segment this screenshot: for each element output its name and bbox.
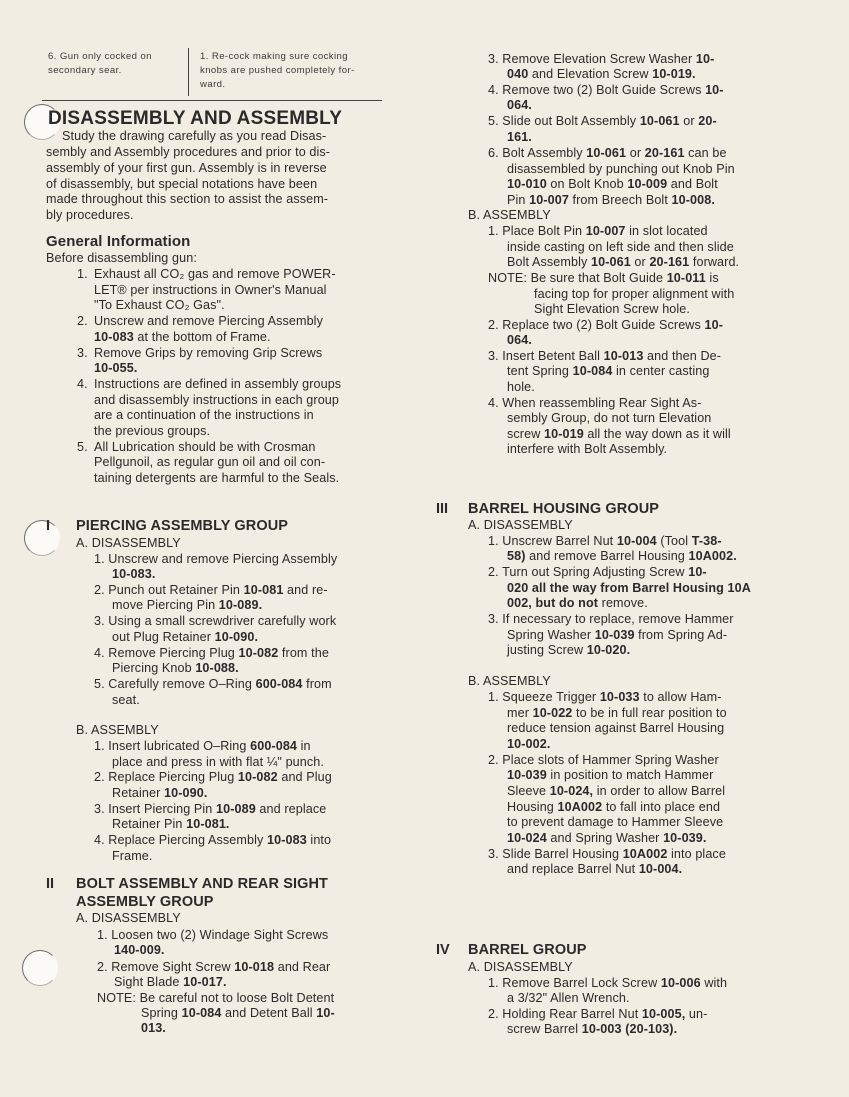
note: NOTE: Be sure that Bolt Guide 10-011 is (488, 271, 719, 285)
binder-hole-bottom (22, 950, 58, 986)
intro-line: of disassembly, but special notations have been (46, 177, 318, 191)
section-numeral: IV (436, 942, 450, 958)
section-numeral: II (46, 876, 55, 892)
list-item: are a continuation of the instructions in (94, 408, 314, 422)
list-item: taining detergents are harmful to the Seals. (94, 471, 340, 485)
intro-line: bly procedures. (46, 208, 134, 222)
list-item: All Lubrication should be with Crosman (94, 440, 316, 454)
list-item: Remove Grips by removing Grip Screws (94, 346, 323, 360)
intro-line: assembly of your first gun. Assembly is in reverse (46, 161, 327, 175)
list-item: 10-055. (94, 361, 138, 375)
list-item-num: 3. (77, 346, 88, 360)
table-bottom-rule (42, 100, 382, 101)
list-item: Unscrew and remove Piercing Assembly (94, 314, 323, 328)
subsection-label: A. DISASSEMBLY (76, 911, 181, 925)
list-item: Instructions are defined in assembly groups (94, 377, 342, 391)
section-numeral: III (436, 501, 449, 517)
manual-page: 6. Gun only cocked on secondary sear. 1. Re-cock making sure cocking knobs are pushed completely for- ward. DISASSEMBLY AND ASSEMBLY Study the drawing carefully as you read Disas- sembly and Assembly procedures and prior to dis- assembly of your first gun. Assembly is in reverse of disassembly, but special notations have been made throughout this section to assist the assem- bly procedures. General Information Before disassembling gun: 1. Exhaust all CO₂ gas and remove POWER- LET® per instructions in Owner's Manual "To Exhaust CO₂ Gas". 2. Unscrew and remove Piercing Assembly 10-083 at the bottom of Frame. 3. Remove Grips by removing Grip Screws 10-055. 4. Instructions are defined in assembly groups and disassembly instructions in each group are a continuation of the instructions in the previous groups. 5. All Lubrication should be with Crosman Pellgunoil, as regular gun oil and oil con- taining detergents are harmful to the Seals. I PIERCING ASSEMBLY GROUP A. DISASSEMBLY 1. Unscrew and remove Piercing Assembly 10-083. 2. Punch out Retainer Pin 10-081 and re- move Piercing Pin 10-089. 3. Using a small screwdriver carefully work out Plug Retainer 10-090. 4. Remove Piercing Plug 10-082 from the Piercing Knob 10-088. 5. Carefully remove O–Ring 600-084 from seat. B. ASSEMBLY 1. Insert lubricated O–Ring 600-084 in place and press in with flat ¼" punch. 2. Replace Piercing Plug 10-082 and Plug Retainer 10-090. 3. Insert Piercing Pin 10-089 and replace Retainer Pin 10-081. 4. Replace Piercing Assembly 10-083 into Frame. II BOLT ASSEMBLY AND REAR SIGHT ASSEMBLY GROUP A. DISASSEMBLY 1. Loosen two (2) Windage Sight Screws 140-009. 2. Remove Sight Screw 10-018 and Rear Sight Blade 10-017. NOTE: Be careful not to loose Bolt Detent Spring 10-084 and Detent Ball 10- 013. 3. Remove Elevation Screw Washer 10- 040 and Elevation Screw 10-019. 4. Remove two (2) Bolt Guide Screws 10- 064. 5. Slide out Bolt Assembly 10-061 or 20- 161. 6. Bolt Assembly 10-061 or 20-161 can be disassembled by punching out Knob Pin 10-010 on Bolt Knob 10-009 and Bolt Pin 10-007 from Breech Bolt 10-008. B. ASSEMBLY 1. Place Bolt Pin 10-007 in slot located inside casting on left side and then slide Bolt Assembly 10-061 or 20-161 forward. NOTE: Be sure that Bolt Guide 10-011 is facing top for proper alignment with Sight Elevation Screw hole. 2. Replace two (2) Bolt Guide Screws 10- 064. 3. Insert Betent Ball 10-013 and then De- tent Spring 10-084 in center casting hole. 4. When reassembling Rear Sight As- sembly Group, do not turn Elevation screw 10-019 all the way down as it will interfere with Bolt Assembly. III BARREL HOUSING GROUP A. DISASSEMBLY 1. Unscrew Barrel Nut 10-004 (Tool T-38- 58) and remove Barrel Housing 10A002. 2. Turn out Spring Adjusting Screw 10- 020 all the way from Barrel Housing 10A 002, but do not remove. 3. If necessary to replace, remove Hammer Spring Washer 10-039 from Spring Ad- justing Screw 10-020. B. ASSEMBLY 1. Squeeze Trigger 10-033 to allow Ham- mer 10-022 to be in full rear position to reduce tension against Barrel Housing 10-002. 2. Place slots of Hammer Spring Washer 10-039 in position to match Hammer Sleeve 10-024, in order to allow Barrel Housing 10A002 to fall into place end to prevent damage to Hammer Sleeve 10-024 and Spring Washer 10-039. 3. Slide Barrel Housing 10A002 into place and replace Barrel Nut 10-004. IV BARREL GROUP A. DISASSEMBLY 1. Remove Barrel Lock Screw 10-006 with a 3/32" Allen Wrench. 2. Holding Rear Barrel Nut 10-005, un- screw Barrel 10-003 (20-103). (0, 0, 849, 1097)
list-item: the previous groups. (94, 424, 211, 438)
subsection-label: A. DISASSEMBLY (76, 536, 181, 550)
table-problem: 6. Gun only cocked on (48, 51, 152, 62)
list-item: Pellgunoil, as regular gun oil and oil con- (94, 455, 326, 469)
intro-line: Study the drawing carefully as you read Disas- (62, 129, 327, 143)
page-title: DISASSEMBLY AND ASSEMBLY (48, 108, 343, 129)
list-item: "To Exhaust CO₂ Gas". (94, 298, 225, 312)
intro-line: made throughout this section to assist the assem- (46, 192, 329, 206)
list-item: 10-083 at the bottom of Frame. (94, 330, 271, 344)
list-item-num: 4. (77, 377, 88, 391)
section-heading-bolt: BOLT ASSEMBLY AND REAR SIGHT (76, 876, 329, 892)
section-heading-bolt: ASSEMBLY GROUP (76, 894, 214, 910)
section-heading-barrel: BARREL GROUP (468, 942, 587, 958)
subsection-label: B. ASSEMBLY (76, 723, 159, 737)
list-item: LET® per instructions in Owner's Manual (94, 283, 327, 297)
binder-hole-middle (24, 520, 60, 556)
subsection-label: A. DISASSEMBLY (468, 518, 573, 532)
list-item-num: 5. (77, 440, 88, 454)
section-heading-piercing: PIERCING ASSEMBLY GROUP (76, 518, 289, 534)
list-item: and disassembly instructions in each group (94, 393, 340, 407)
list-item-num: 2. (77, 314, 88, 328)
section-numeral: I (46, 518, 51, 534)
table-solution: 1. Re-cock making sure cocking (200, 51, 348, 62)
note: NOTE: Be careful not to loose Bolt Detent (97, 991, 335, 1005)
list-item: Exhaust all CO₂ gas and remove POWER- (94, 267, 336, 281)
subsection-label: A. DISASSEMBLY (468, 960, 573, 974)
subsection-label: B. ASSEMBLY (468, 208, 551, 222)
list-item-num: 1. (77, 267, 88, 281)
intro-line: sembly and Assembly procedures and prior to dis- (46, 145, 331, 159)
section-heading-barrel-housing: BARREL HOUSING GROUP (468, 501, 660, 517)
general-heading: General Information (46, 233, 191, 250)
subsection-label: B. ASSEMBLY (468, 674, 551, 688)
general-lead: Before disassembling gun: (46, 251, 197, 265)
table-divider (188, 48, 189, 96)
